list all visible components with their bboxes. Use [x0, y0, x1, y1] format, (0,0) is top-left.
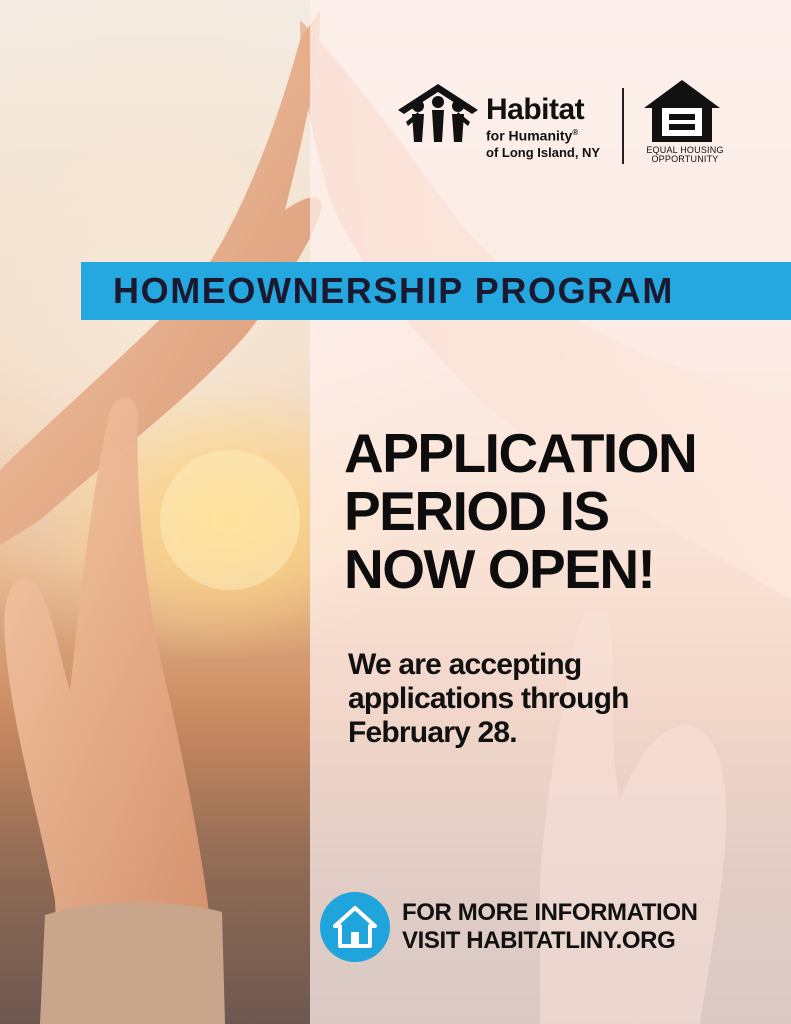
- subtext-line-3: February 28.: [348, 716, 517, 749]
- registered-mark: ®: [572, 128, 579, 137]
- logo-area: [396, 78, 736, 168]
- info-website[interactable]: VISIT HABITATLINY.ORG: [402, 927, 676, 954]
- logo-sub: [486, 124, 600, 145]
- program-title: HOMEOWNERSHIP PROGRAM: [113, 270, 674, 311]
- habitat-wordmark: [486, 93, 601, 161]
- subtext-line-2: applications through: [348, 682, 629, 715]
- equal-housing-icon: [642, 78, 722, 142]
- headline-line-1: APPLICATION: [344, 422, 697, 484]
- habitat-logo-icon: [396, 80, 480, 144]
- house-badge: [320, 892, 390, 962]
- headline-line-3: NOW OPEN!: [344, 538, 655, 600]
- headline-line-2: PERIOD IS: [344, 480, 609, 542]
- equal-housing-text: [644, 146, 726, 164]
- headline: [344, 424, 774, 598]
- eho-line-2: OPPORTUNITY: [651, 154, 719, 164]
- logo-location: of Long Island, NY: [486, 144, 601, 160]
- logo-sub-text: for Humanity: [486, 127, 573, 144]
- logo-divider: [622, 88, 624, 164]
- logo-name: Habitat: [486, 93, 585, 126]
- subtext-line-1: We are accepting: [348, 648, 582, 681]
- info-line-1: FOR MORE INFORMATION: [402, 899, 698, 926]
- deadline-text: [348, 648, 748, 750]
- eho-line-1: EQUAL HOUSING: [646, 145, 724, 155]
- more-info: [402, 899, 698, 955]
- house-icon: [332, 904, 378, 950]
